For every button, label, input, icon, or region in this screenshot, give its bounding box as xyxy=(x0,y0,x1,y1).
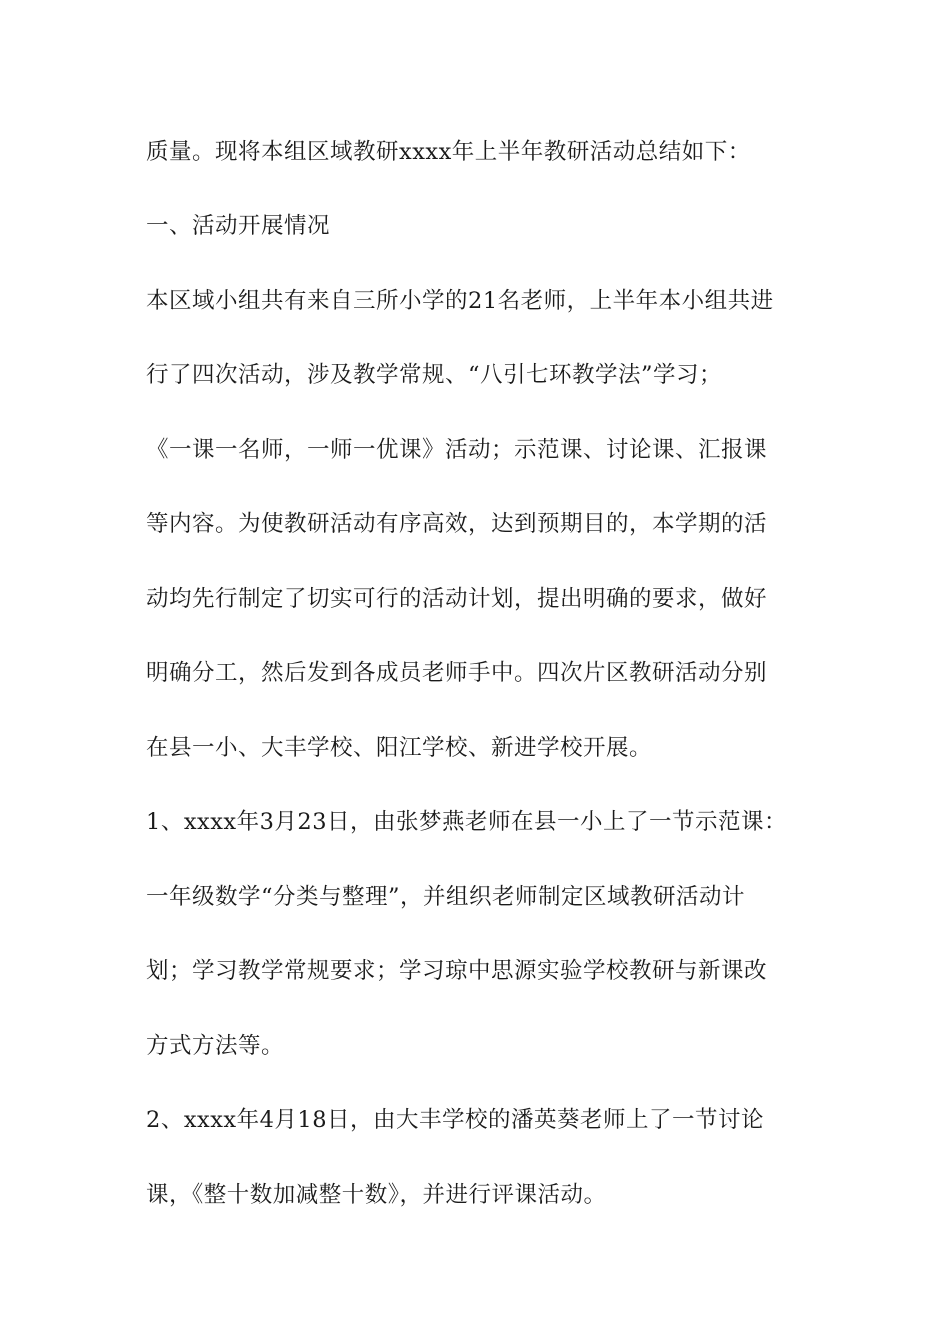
section-heading: 一、活动开展情况 xyxy=(146,213,331,239)
list-item-1-line-2: 一年级数学“分类与整理”，并组织老师制定区域教研活动计 xyxy=(146,884,746,910)
list-item-1-line-1: 1、xxxx年3月23日，由张梦燕老师在县一小上了一节示范课： xyxy=(146,809,788,835)
text-line-3: 本区域小组共有来自三所小学的21名老师，上半年本小组共进 xyxy=(146,288,774,314)
text-line-4: 行了四次活动，涉及教学常规、“八引七环教学法”学习； xyxy=(146,362,723,388)
list-item-2-line-1: 2、xxxx年4月18日，由大丰学校的潘英葵老师上了一节讨论 xyxy=(146,1107,765,1133)
text-line-5: 《一课一名师，一师一优课》活动；示范课、讨论课、汇报课 xyxy=(146,437,768,463)
text-line-1: 质量。现将本组区域教研xxxx年上半年教研活动总结如下： xyxy=(146,139,751,165)
list-item-1-line-3: 划；学习教学常规要求；学习琼中思源实验学校教研与新课改 xyxy=(146,958,768,984)
list-item-2-line-2: 课，《整十数加减整十数》，并进行评课活动。 xyxy=(146,1182,607,1208)
text-line-7: 动均先行制定了切实可行的活动计划，提出明确的要求，做好 xyxy=(146,586,768,612)
text-line-8: 明确分工，然后发到各成员老师手中。四次片区教研活动分别 xyxy=(146,660,768,686)
text-line-6: 等内容。为使教研活动有序高效，达到预期目的，本学期的活 xyxy=(146,511,768,537)
list-item-1-line-4: 方式方法等。 xyxy=(146,1033,285,1059)
text-line-9: 在县一小、大丰学校、阳江学校、新进学校开展。 xyxy=(146,735,653,761)
